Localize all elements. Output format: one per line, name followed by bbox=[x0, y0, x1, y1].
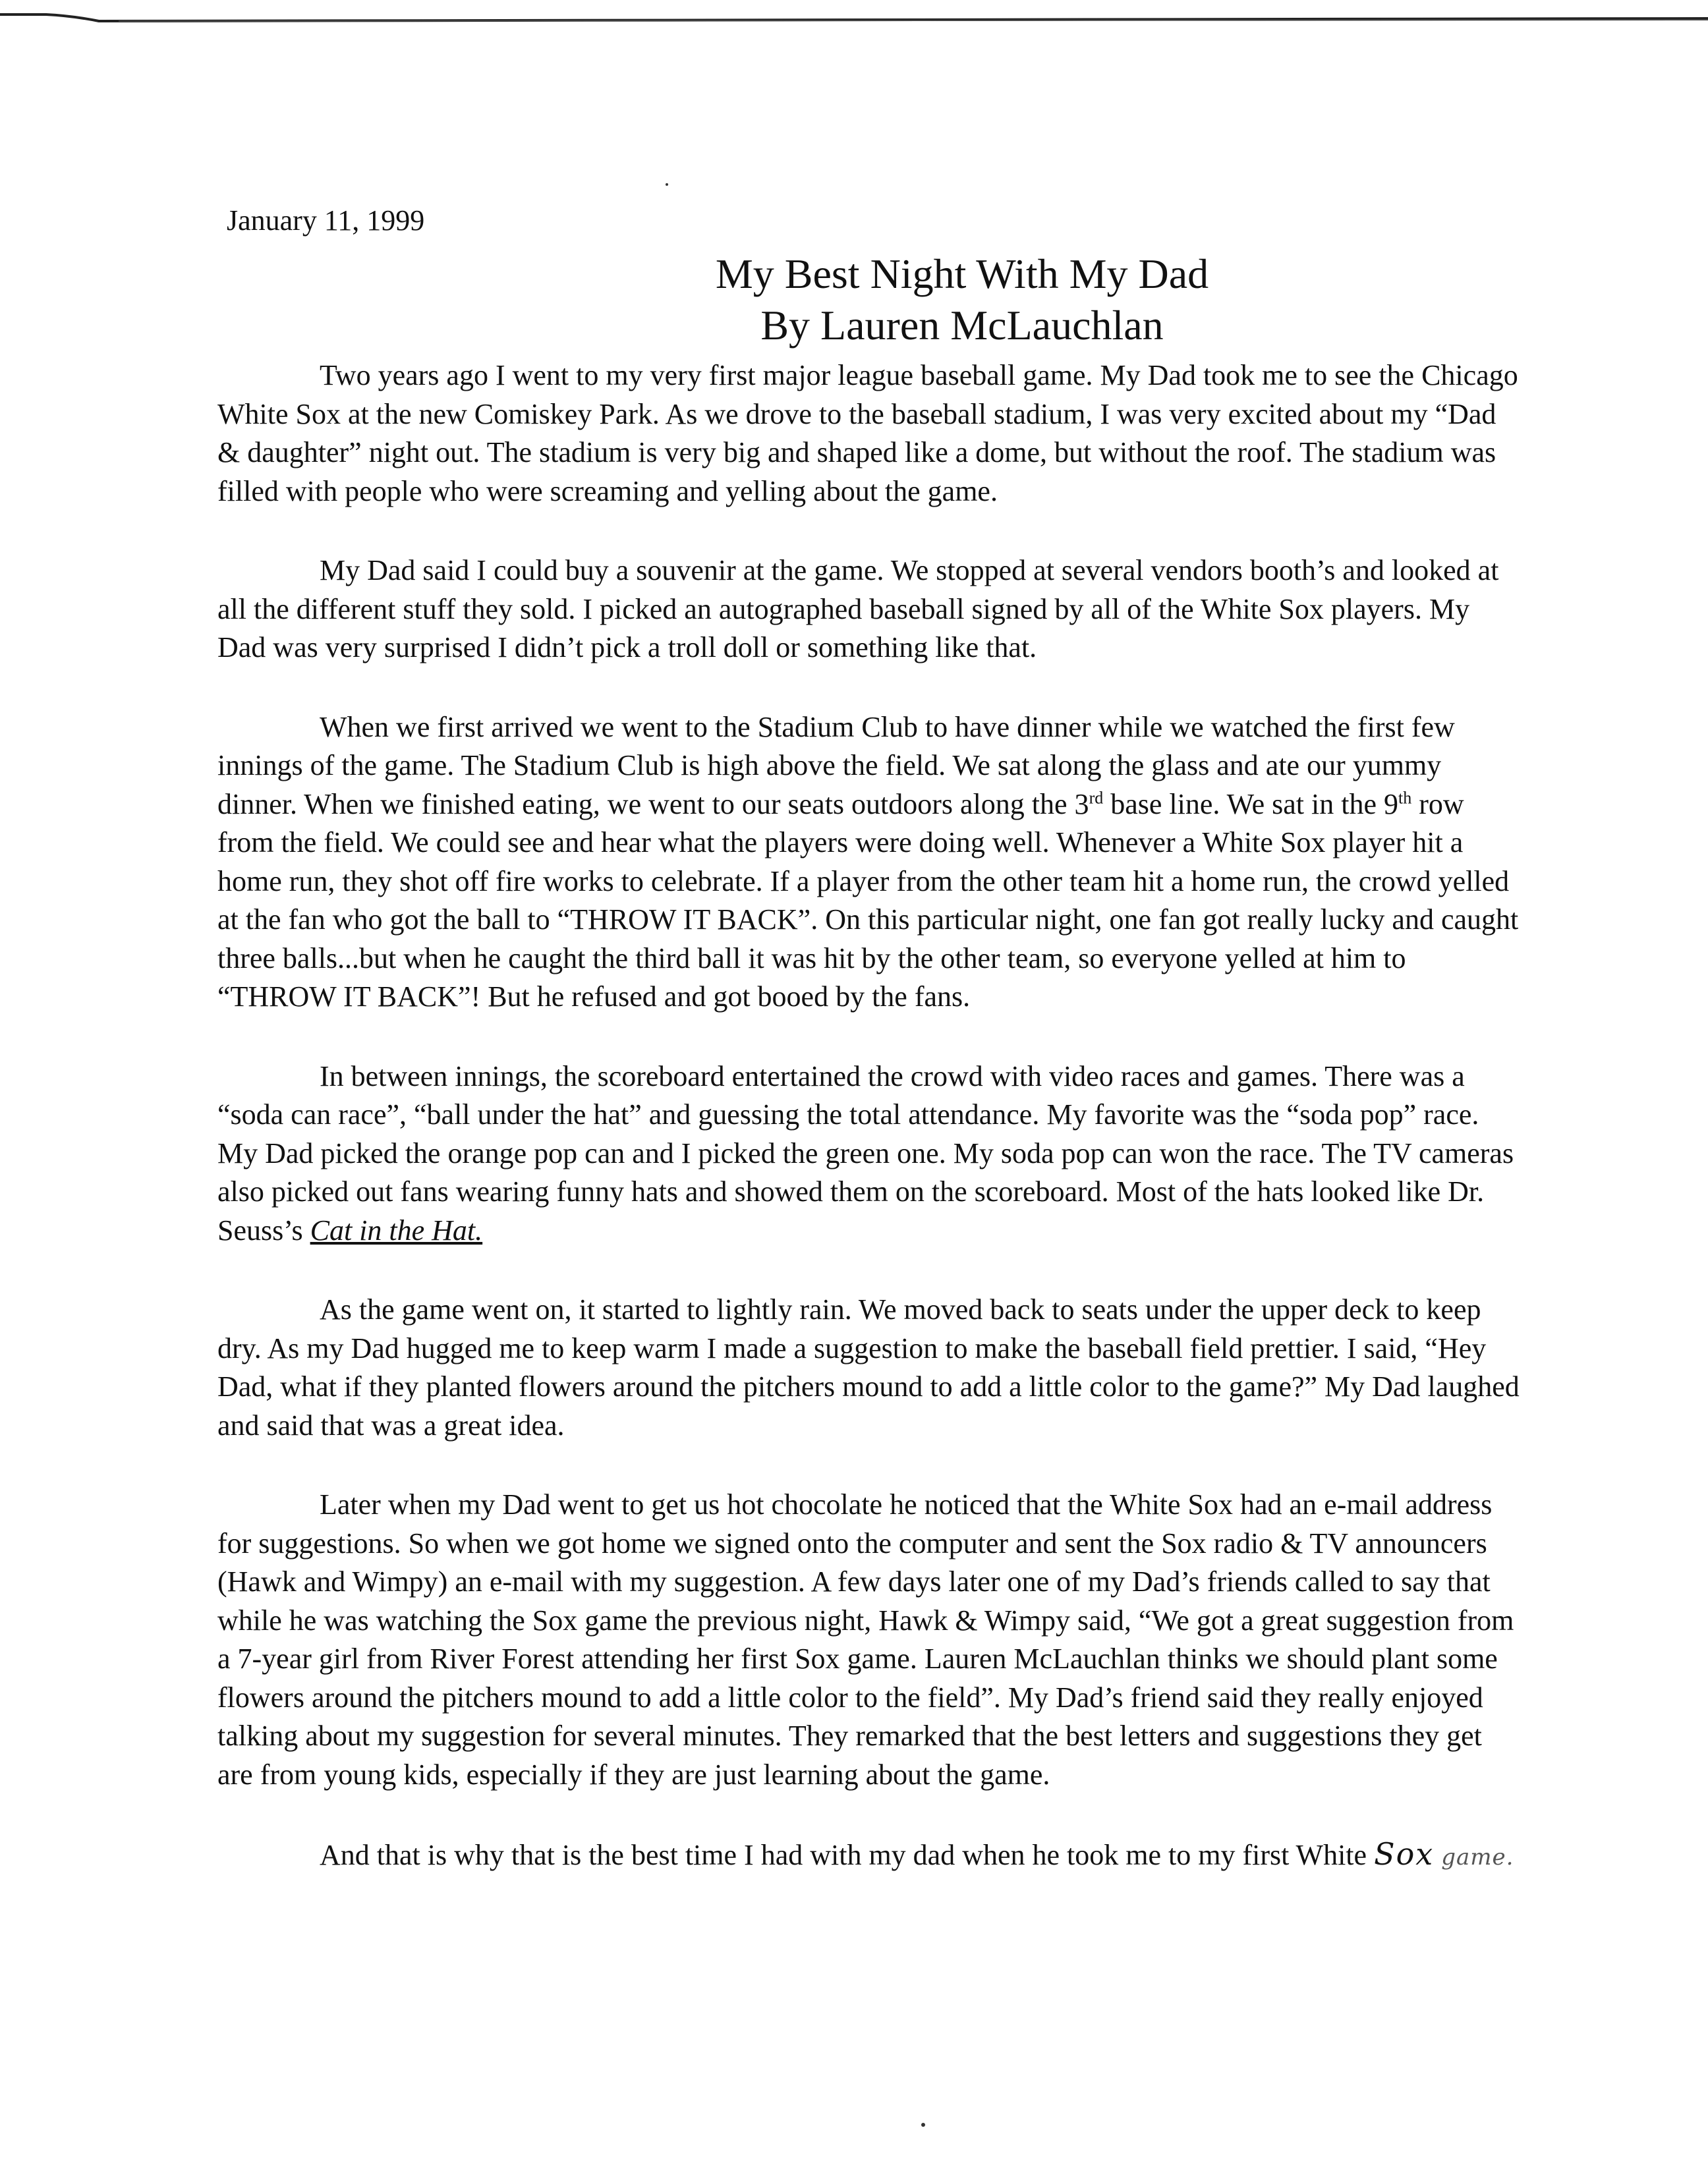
document-byline: By Lauren McLauchlan bbox=[760, 302, 1164, 349]
scan-speck bbox=[921, 2123, 925, 2127]
paragraph-first-game: Two years ago I went to my very first major league baseball game. My Dad took me to see the Chicago White Sox at the new Comiskey Park. As we drove to the baseball stadium, I was very excited about my “Dad & daughter” night out. The stadium is very big and shaped like a dome, but without the roof. The stadium was filled with people who were screaming and yelling about the game. bbox=[217, 359, 1518, 507]
document-date: January 11, 1999 bbox=[227, 204, 425, 237]
paragraph-souvenir: My Dad said I could buy a souvenir at the game. We stopped at several vendors booth’s and looked at all the different stuff they sold. I picked an autographed baseball signed by all of the White Sox players. My Dad was very surprised I didn’t pick a troll doll or something like that. bbox=[217, 554, 1499, 663]
paragraph-conclusion bbox=[217, 1835, 1522, 1877]
paragraph-rain: As the game went on, it started to lightly rain. We moved back to seats under the upper deck to keep dry. As my Dad hugged me to keep warm I made a suggestion to make the baseball field prettier. I said, “Hey Dad, what if they planted flowers around the pitchers mound to add a little color to the game?” My Dad laughed and said that was a great idea. bbox=[217, 1293, 1520, 1442]
paragraph-text: And that is why that is the best time I had with my dad when he took me to my first White bbox=[320, 1839, 1375, 1871]
handwritten-word: Sox bbox=[1374, 1836, 1435, 1872]
superscript: rd bbox=[1089, 787, 1104, 807]
paragraph-stadium-club bbox=[217, 708, 1522, 1017]
document-title: My Best Night With My Dad bbox=[715, 250, 1209, 297]
paragraph-text: base line. We sat in the 9 bbox=[1103, 787, 1398, 820]
paragraph-text: In between innings, the scoreboard entertained the crowd with video races and games. There was a “soda can race”, “ball under the hat” and guessing the total attendance. My favorite was the “soda pop” race. My Dad picked the orange pop can and I picked the green one. My soda pop can won the race. The TV cameras also picked out fans wearing funny hats and showed them on the scoreboard. Most of the hats looked like Dr. Seuss’s bbox=[217, 1059, 1514, 1247]
paragraph-text: row from the field. We could see and hear what the players were doing well. Whenever a White Sox player hit a home run, they shot off fire works to celebrate. If a player from the other team hit a home run, the crowd yelled at the fan who got the ball to “THROW IT BACK”. On this particular night, one fan got really lucky and caught three balls...but when he caught the third ball it was hit by the other team, so everyone yelled at him to “THROW IT BACK”! But he refused and got booed by the fans. bbox=[217, 787, 1519, 1013]
letter-document bbox=[217, 201, 1522, 1918]
superscript: th bbox=[1398, 787, 1412, 807]
book-title: Cat in the Hat. bbox=[310, 1214, 483, 1247]
paragraph-scoreboard bbox=[217, 1057, 1522, 1251]
top-scan-rule bbox=[0, 7, 1708, 26]
paragraph-suggestion: Later when my Dad went to get us hot chocolate he noticed that the White Sox had an e-mail address for suggestions. So when we got home we signed onto the computer and sent the Sox radio & TV announcers (Hawk and Wimpy) an e-mail with my suggestion. A few days later one of my Dad’s friends called to say that while he was watching the Sox game the previous night, Hawk & Wimpy said, “We got a great suggestion from a 7-year girl from River Forest attending her first Sox game. Lauren McLauchlan thinks we should plant some flowers around the pitchers mound to add a little color to the field”. My Dad’s friend said they really enjoyed talking about my suggestion for several minutes. They remarked that the best letters and suggestions they get are from young kids, especially if they are just learning about the game. bbox=[217, 1488, 1514, 1791]
scan-speck bbox=[666, 183, 668, 186]
handwritten-word-faint: game. bbox=[1441, 1844, 1514, 1870]
paragraph-text: When we first arrived we went to the Stadium Club to have dinner while we watched the first few innings of the game. The Stadium Club is high above the field. We sat along the glass and ate our yummy dinner. When we finished eating, we went to our seats outdoors along the 3 bbox=[217, 710, 1455, 820]
